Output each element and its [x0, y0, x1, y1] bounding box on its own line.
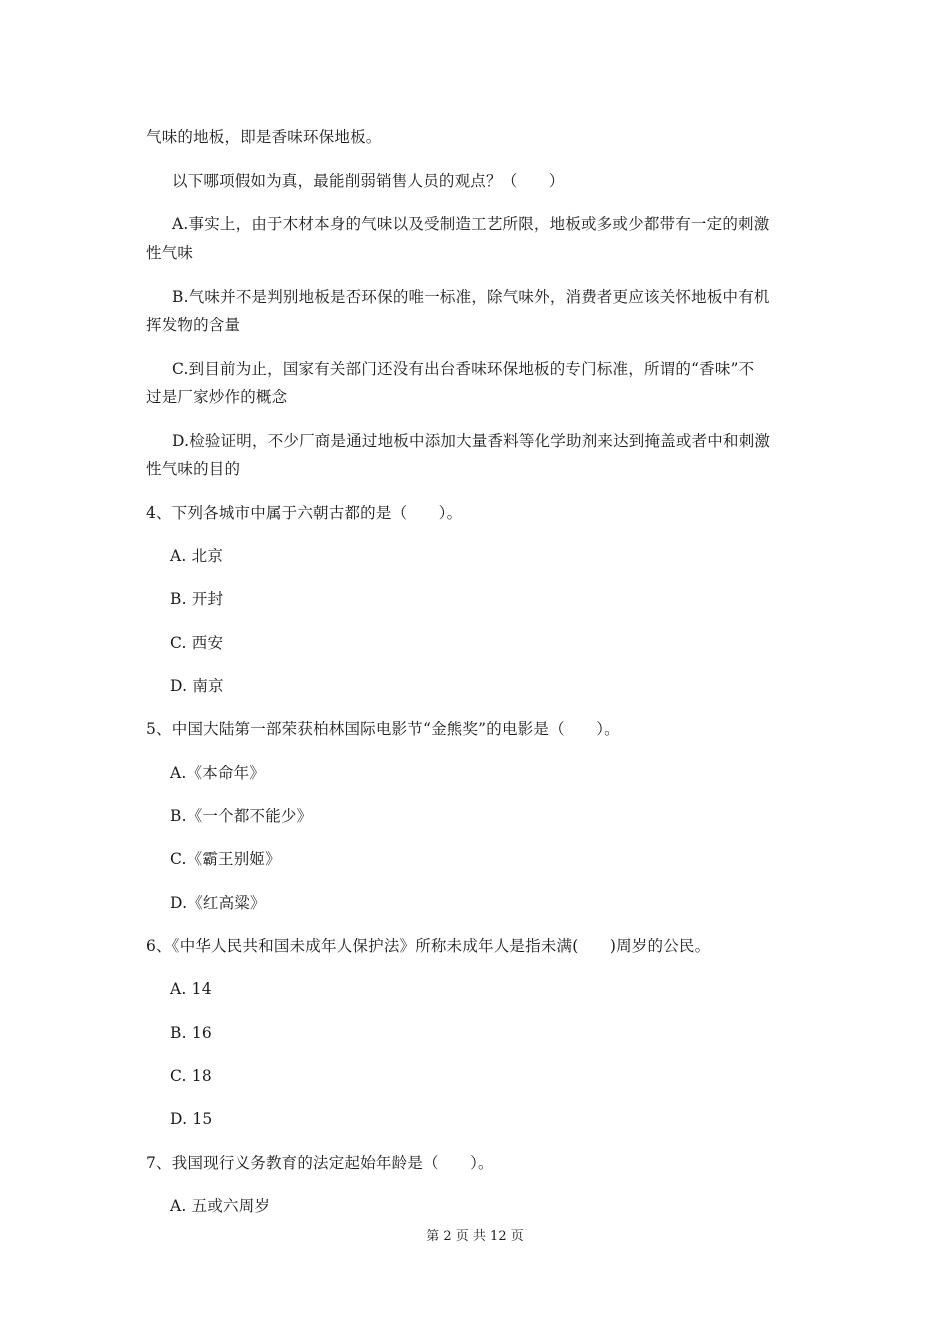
question-3-option-a-line1: A.事实上，由于木材本身的气味以及受制造工艺所限，地板或多或少都带有一定的刺激: [172, 215, 770, 233]
question-6-option-c: C. 18: [170, 1067, 212, 1085]
question-5-option-d: D.《红高粱》: [170, 894, 266, 912]
question-4-option-c: C. 西安: [170, 634, 224, 652]
question-5-option-a: A.《本命年》: [170, 764, 266, 782]
page-footer: 第 2 页 共 12 页: [426, 1229, 524, 1244]
passage-tail: 气味的地板，即是香味环保地板。: [146, 128, 382, 146]
question-4-option-d: D. 南京: [170, 677, 224, 695]
question-4-option-a: A. 北京: [170, 547, 224, 565]
question-4-stem: 4、下列各城市中属于六朝古都的是（ ）。: [146, 504, 463, 522]
question-4-option-b: B. 开封: [170, 590, 224, 608]
question-3-option-a-line2: 性气味: [146, 244, 194, 262]
question-6-option-b: B. 16: [170, 1024, 212, 1042]
question-3-option-b-line2: 挥发物的含量: [146, 316, 241, 334]
question-6-option-d: D. 15: [170, 1110, 213, 1128]
question-3-option-c-line2: 过是厂家炒作的概念: [146, 388, 288, 406]
question-3-stem: 以下哪项假如为真，最能削弱销售人员的观点？（ ）: [172, 172, 565, 190]
question-6-stem: 6、《中华人民共和国未成年人保护法》所称未成年人是指未满( )周岁的公民。: [146, 937, 711, 955]
question-3-option-d-line1: D.检验证明，不少厂商是通过地板中添加大量香料等化学助剂来达到掩盖或者中和刺激: [172, 432, 771, 450]
question-3-option-d-line2: 性气味的目的: [146, 460, 241, 478]
question-3-option-b-line1: B.气味并不是判别地板是否环保的唯一标准，除气味外，消费者更应该关怀地板中有机: [172, 288, 770, 306]
question-6-option-a: A. 14: [170, 980, 212, 998]
question-7-stem: 7、我国现行义务教育的法定起始年龄是（ ）。: [146, 1154, 494, 1172]
question-5-option-b: B.《一个都不能少》: [170, 807, 313, 825]
question-5-stem: 5、中国大陆第一部荣获柏林国际电影节“金熊奖”的电影是（ ）。: [146, 720, 620, 738]
question-7-option-a: A. 五或六周岁: [170, 1197, 271, 1215]
question-3-option-c-line1: C.到目前为止，国家有关部门还没有出台香味环保地板的专门标准，所谓的“香味”不: [172, 360, 755, 378]
question-5-option-c: C.《霸王别姬》: [170, 850, 281, 868]
